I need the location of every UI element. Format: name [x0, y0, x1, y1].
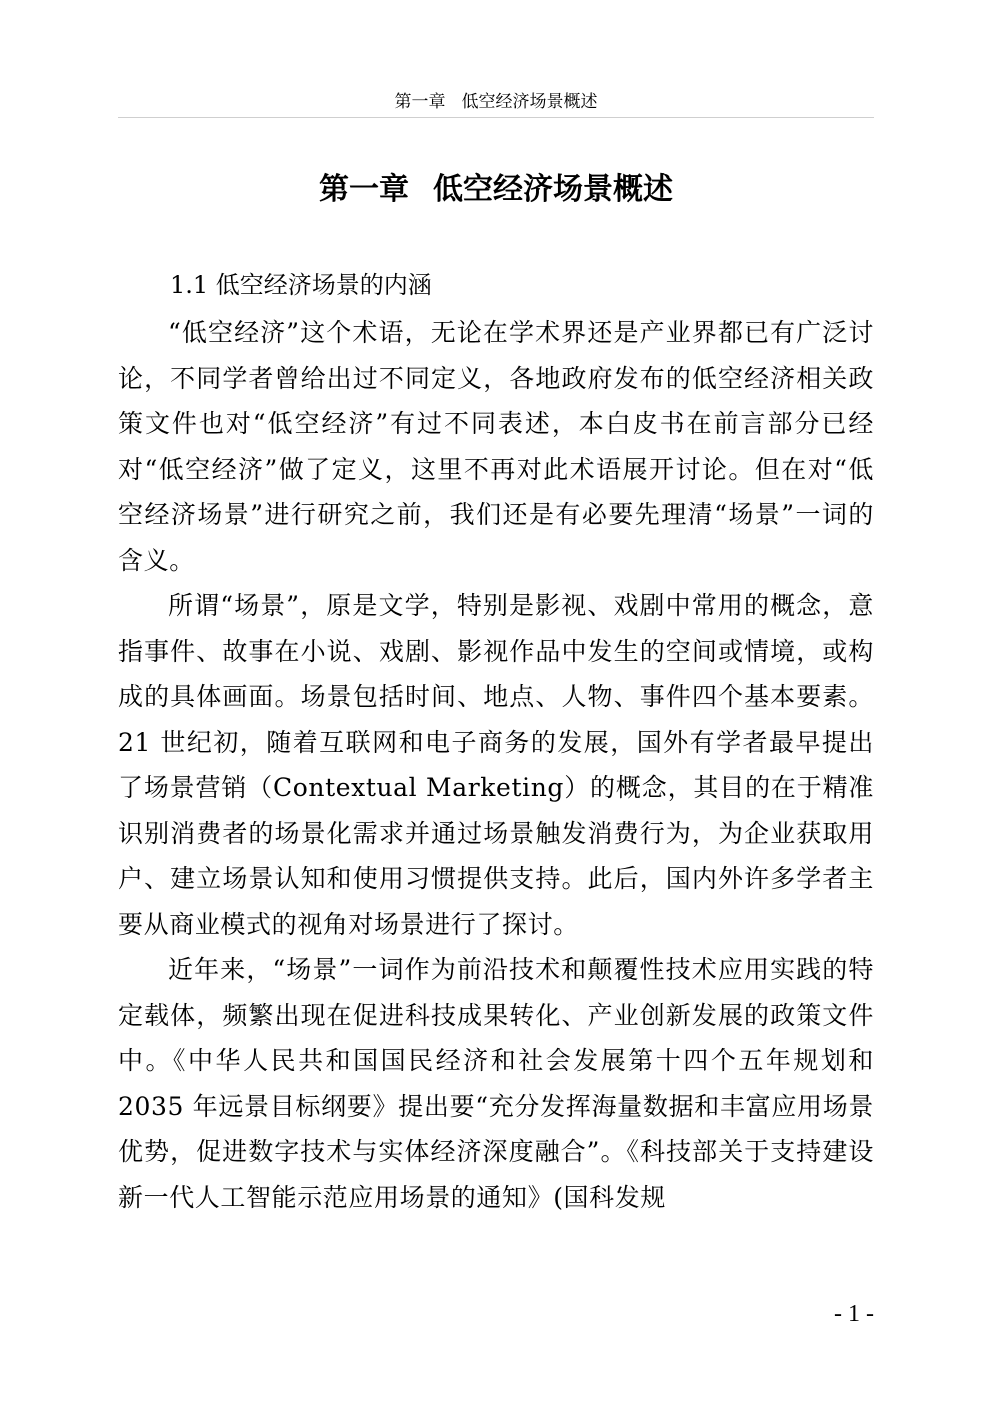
paragraph-1: “低空经济”这个术语，无论在学术界还是产业界都已有广泛讨论，不同学者曾给出过不同定义，各地政府发布的低空经济相关政策文件也对“低空经济”有过不同表述，本白皮书在前言部分已经对“低空经济”做了定义，这里不再对此术语展开讨论。但在对“低空经济场景”进行研究之前，我们还是有必要先理清“场景”一词的含义。	[118, 318, 874, 575]
running-header	[0, 90, 992, 114]
paragraph-2: 所谓“场景”，原是文学，特别是影视、戏剧中常用的概念，意指事件、故事在小说、戏剧、影视作品中发生的空间或情境，或构成的具体画面。场景包括时间、地点、人物、事件四个基本要素。21 世纪初，随着互联网和电子商务的发展，国外有学者最早提出了场景营销（Contextual Marketing）的概念，其目的在于精准识别消费者的场景化需求并通过场景触发消费行为，为企业获取用户、建立场景认知和使用习惯提供支持。此后，国内外许多学者主要从商业模式的视角对场景进行了探讨。	[118, 591, 874, 939]
section-heading: 1.1 低空经济场景的内涵	[170, 271, 432, 299]
chapter-title-label: 第一章	[319, 172, 409, 207]
header-divider	[118, 117, 874, 118]
paragraph-3: 近年来，“场景”一词作为前沿技术和颠覆性技术应用实践的特定载体，频繁出现在促进科技成果转化、产业创新发展的政策文件中。《中华人民共和国国民经济和社会发展第十四个五年规划和 2035 年远景目标纲要》提出要“充分发挥海量数据和丰富应用场景优势，促进数字技术与实体经济深度融合”。《科技部关于支持建设新一代人工智能示范应用场景的通知》(国科发规	[118, 955, 874, 1212]
chapter-title-name: 低空经济场景概述	[433, 172, 673, 207]
chapter-title	[0, 168, 992, 212]
header-chapter-name: 低空经济场景概述	[461, 92, 598, 112]
body-text	[118, 310, 874, 1220]
page-number: - 1 -	[834, 1301, 874, 1327]
header-chapter-label: 第一章	[394, 92, 446, 112]
